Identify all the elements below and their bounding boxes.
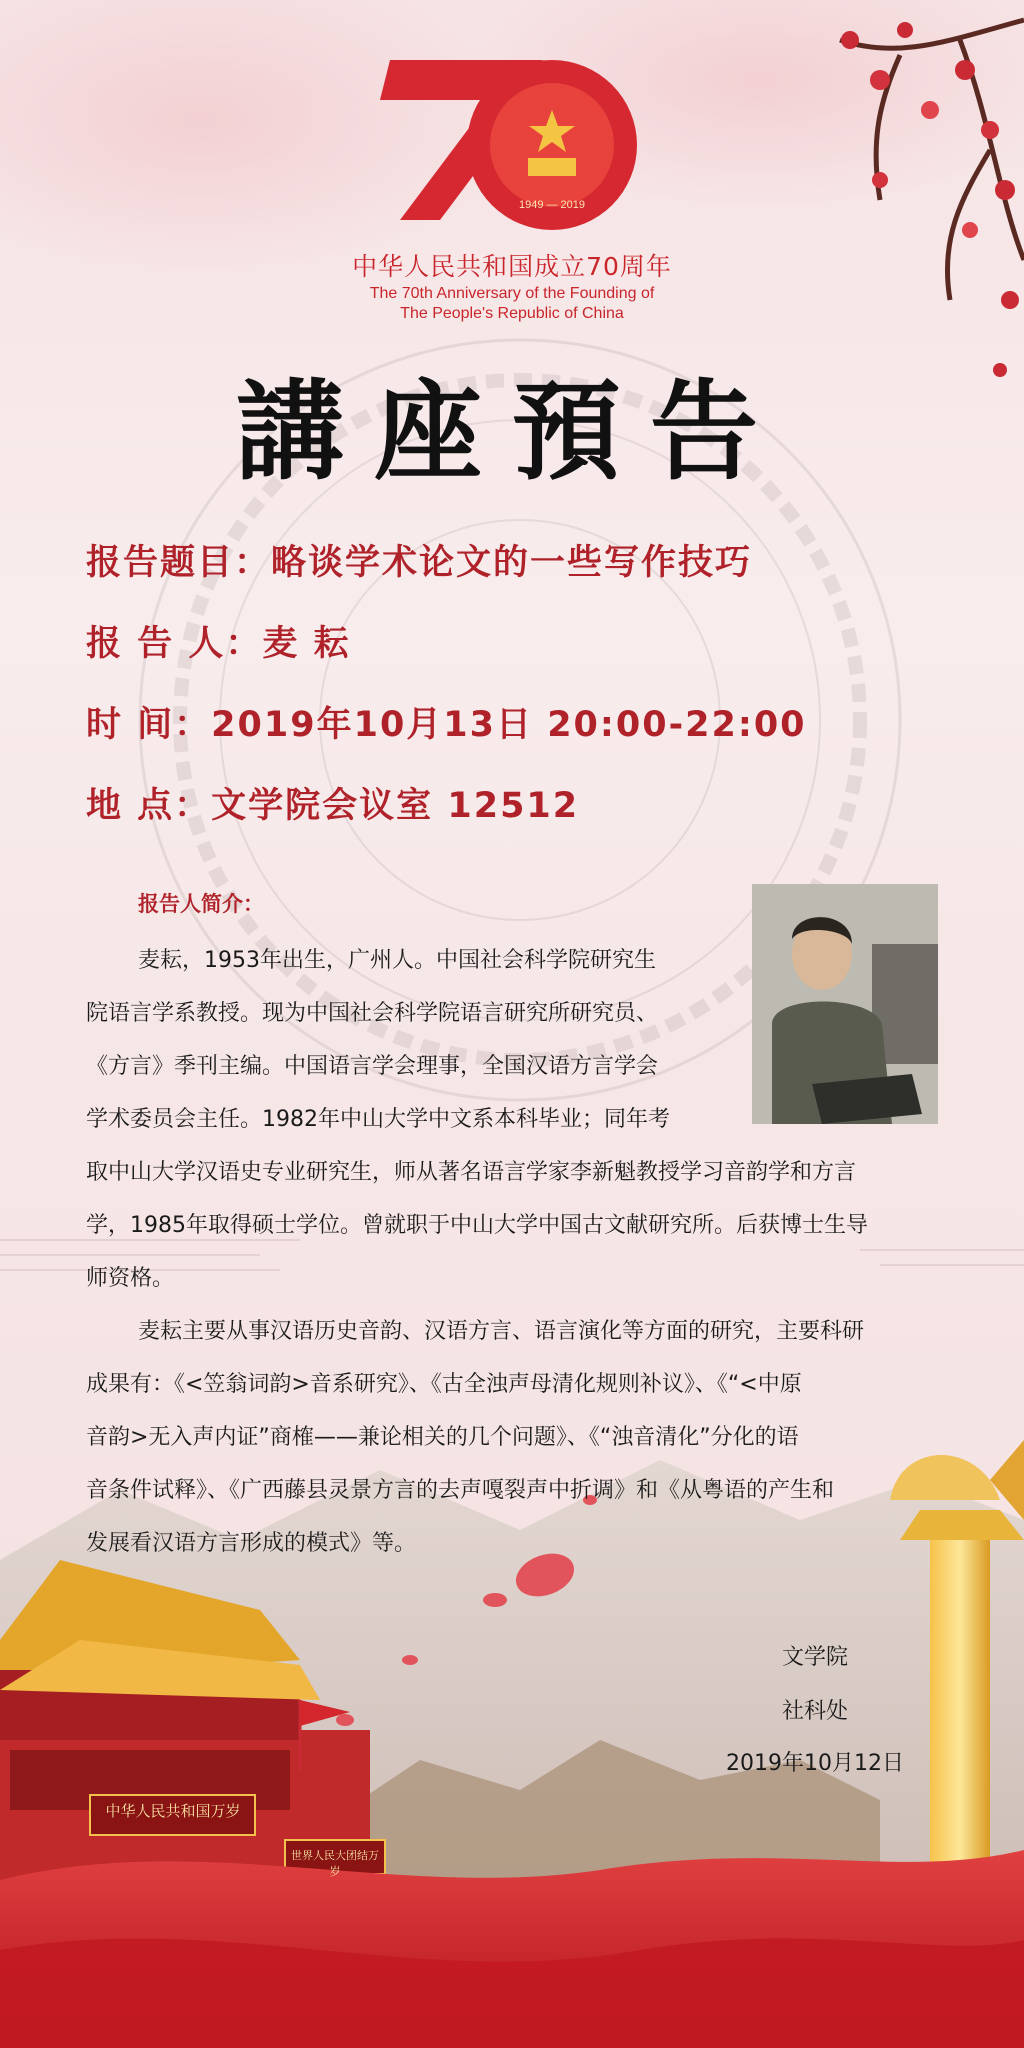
speaker-bio-paragraph-1 — [86, 934, 726, 1146]
signature-org-2: 社科处 — [781, 1699, 848, 1724]
signature-org-1: 文学院 — [781, 1645, 848, 1670]
bio-line: 学术委员会主任。1982年中山大学中文系本科毕业；同年考 — [86, 1107, 670, 1132]
signature-date: 2019年10月12日 — [726, 1751, 904, 1776]
speaker-bio-paragraph-2 — [86, 1305, 946, 1570]
speaker-intro-heading: 报告人简介： — [138, 892, 264, 916]
bio-line: 发展看汉语方言形成的模式》等。 — [86, 1531, 417, 1556]
bio-line: 音条件试释》、《广西藤县灵景方言的去声嘎裂声中折调》和《从粤语的产生和 — [86, 1478, 835, 1503]
bio-line: 麦耘主要从事汉语历史音韵、汉语方言、语言演化等方面的研究，主要科研 — [138, 1319, 865, 1344]
bio-line: 音韵>无入声内证”商榷——兼论相关的几个问题》、《“浊音清化”分化的语 — [86, 1425, 799, 1450]
emblem-disc — [490, 83, 614, 207]
bio-line: 取中山大学汉语史专业研究生，师从著名语言学家李新魁教授学习音韵学和方言 — [86, 1160, 857, 1185]
bio-line: 麦耘，1953年出生，广州人。中国社会科学院研究生 — [138, 948, 656, 973]
anniversary-caption-zh: 中华人民共和国成立70周年 — [352, 252, 672, 281]
lecture-speaker: 报 告 人：麦 耘 — [86, 624, 351, 664]
poster-title: 講座預告 — [235, 369, 788, 495]
speaker-photo — [752, 884, 938, 1124]
anniversary-caption-en-line2: The People's Republic of China — [400, 305, 624, 322]
bio-line: 《方言》季刊主编。中国语言学会理事，全国汉语方言学会 — [86, 1054, 659, 1079]
emblem-years: 1949 — 2019 — [518, 199, 586, 211]
anniversary-caption-en-line1: The 70th Anniversary of the Founding of — [369, 285, 655, 302]
lecture-time: 时 间：2019年10月13日 20:00-22:00 — [86, 705, 807, 745]
bio-line: 学，1985年取得硕士学位。曾就职于中山大学中国古文献研究所。后获博士生导 — [86, 1213, 868, 1238]
gate-sign-left: 中华人民共和国万岁 — [105, 1802, 241, 1820]
bio-line: 师资格。 — [86, 1266, 175, 1291]
speaker-bio-paragraph-1-continued — [86, 1146, 946, 1305]
bio-line: 院语言学系教授。现为中国社会科学院语言研究所研究员、 — [86, 1001, 659, 1026]
bio-line: 成果有：《<笠翁词韵>音系研究》、《古全浊声母清化规则补议》、《“<中原 — [86, 1372, 802, 1397]
gate-sign-right: 世界人民大团结万岁 — [291, 1849, 379, 1878]
gate-icon — [528, 158, 576, 176]
lecture-topic: 报告题目：略谈学术论文的一些写作技巧 — [86, 543, 753, 583]
lecture-place: 地 点：文学院会议室 12512 — [86, 786, 580, 826]
